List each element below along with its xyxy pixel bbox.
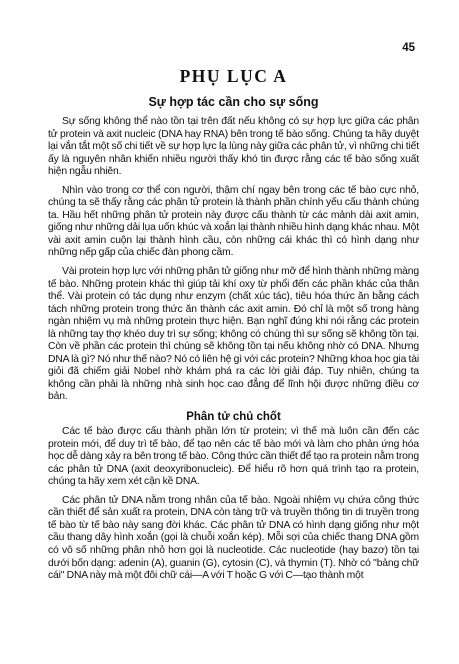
subsection-title: Phân tử chủ chốt [186, 411, 281, 424]
paragraph: Các phân tử DNA nằm trong nhân của tế bào. Ngoài nhiệm vụ chứa công thức cần thiết để sản xuất ra protein, DNA còn tàng trữ và truyền thông tin di truyền trong tế bào từ tế bào này sang đời khác. Các phân tử DNA có hình dạng giống như một cầu thang dây hình xoắn (gọi là chuỗi xoắn kép). Mỗi sợi của chiếc thang DNA gồm có vô số những phân nhỏ hơn gọi là nucleotide. Các nucleotide (hay bazơ) tồn tại dưới bốn dạng: adenin (A), guanin (G), cytosin (C), và thymin (T). Nhờ có "bảng chữ cái" DNA này mà một đôi chữ cái—A với T hoặc G với C—tạo thành một [48, 494, 419, 582]
appendix-title: PHỤ LỤC A [179, 66, 288, 86]
paragraph: Nhìn vào trong cơ thể con người, thậm chí ngay bên trong các tế bào cực nhỏ, chúng ta sẽ thấy rằng các phân tử protein là thành phần chính yếu cấu thành chúng ta. Hầu hết những phân tử protein này được cấu thành từ các mảnh dài axit amin, giống như những dải lụa uốn khúc và xoắn lại thành nhiều hình dạng khác nhau. Một vài axit amin cuộn lại thành hình cầu, còn những cái khác thì có hình dạng như những nếp gấp của chiếc đàn phong cầm. [48, 184, 419, 259]
paragraph: Vài protein hợp lực với những phân tử giống như mỡ để hình thành những màng tế bào. Những protein khác thì giúp tải khí oxy từ phổi đến các phần khác của thân thể. Vài protein có tác dụng như enzym (chất xúc tác), tiêu hóa thức ăn bằng cách tách những protein trong thức ăn thành các axit amin. Đó chỉ là một số trong hàng ngàn nhiệm vụ mà những protein thực hiện. Bạn nghĩ đúng khi nói rằng các protein là những tay thợ khéo duy trì sự sống; không có chúng thì sự sống sẽ không tồn tại. Còn về phần các protein thì chúng sẽ không tồn tại nếu không nhờ có DNA. Nhưng DNA là gì? Nó như thế nào? Nó có liên hệ gì với các protein? Những khoa học gia tài giỏi đã chiếm giải Nobel nhờ khám phá ra các lời giải đáp. Tuy nhiên, chúng ta không cần phải là những nhà sinh học cao đẳng để lĩnh hội được những điều cơ bản. [48, 266, 419, 403]
page-number: 45 [402, 42, 415, 54]
paragraph: Các tế bào được cấu thành phần lớn từ protein; vì thế mà luôn cần đến các protein mới, để duy trì tế bào, để tạo nên các tế bào mới và làm cho phản ứng hóa học dễ dàng xảy ra bên trong tế bào. Công thức cần thiết để tạo ra protein nằm trong các phân tử DNA (axit deoxyribonucleic). Để hiểu rõ hơn quá trình tạo ra protein, chúng ta hãy xem xét cận kề DNA. [48, 426, 419, 488]
section-title: Sự hợp tác cần cho sự sống [148, 95, 319, 109]
page-content [48, 66, 419, 589]
paragraph: Sự sống không thể nào tồn tại trên đất nếu không có sự hợp lực giữa các phân tử protein và axit nucleic (DNA hay RNA) bên trong tế bào sống. Chúng ta hãy duyệt lại vắn tắt một số chi tiết về sự hợp lực lạ lùng này giữa các phân tử, vì những chi tiết ấy là nguyên nhân khiến nhiều người thấy khó tin được rằng các tế bào sống xuất hiện ngẫu nhiên. [48, 116, 419, 178]
